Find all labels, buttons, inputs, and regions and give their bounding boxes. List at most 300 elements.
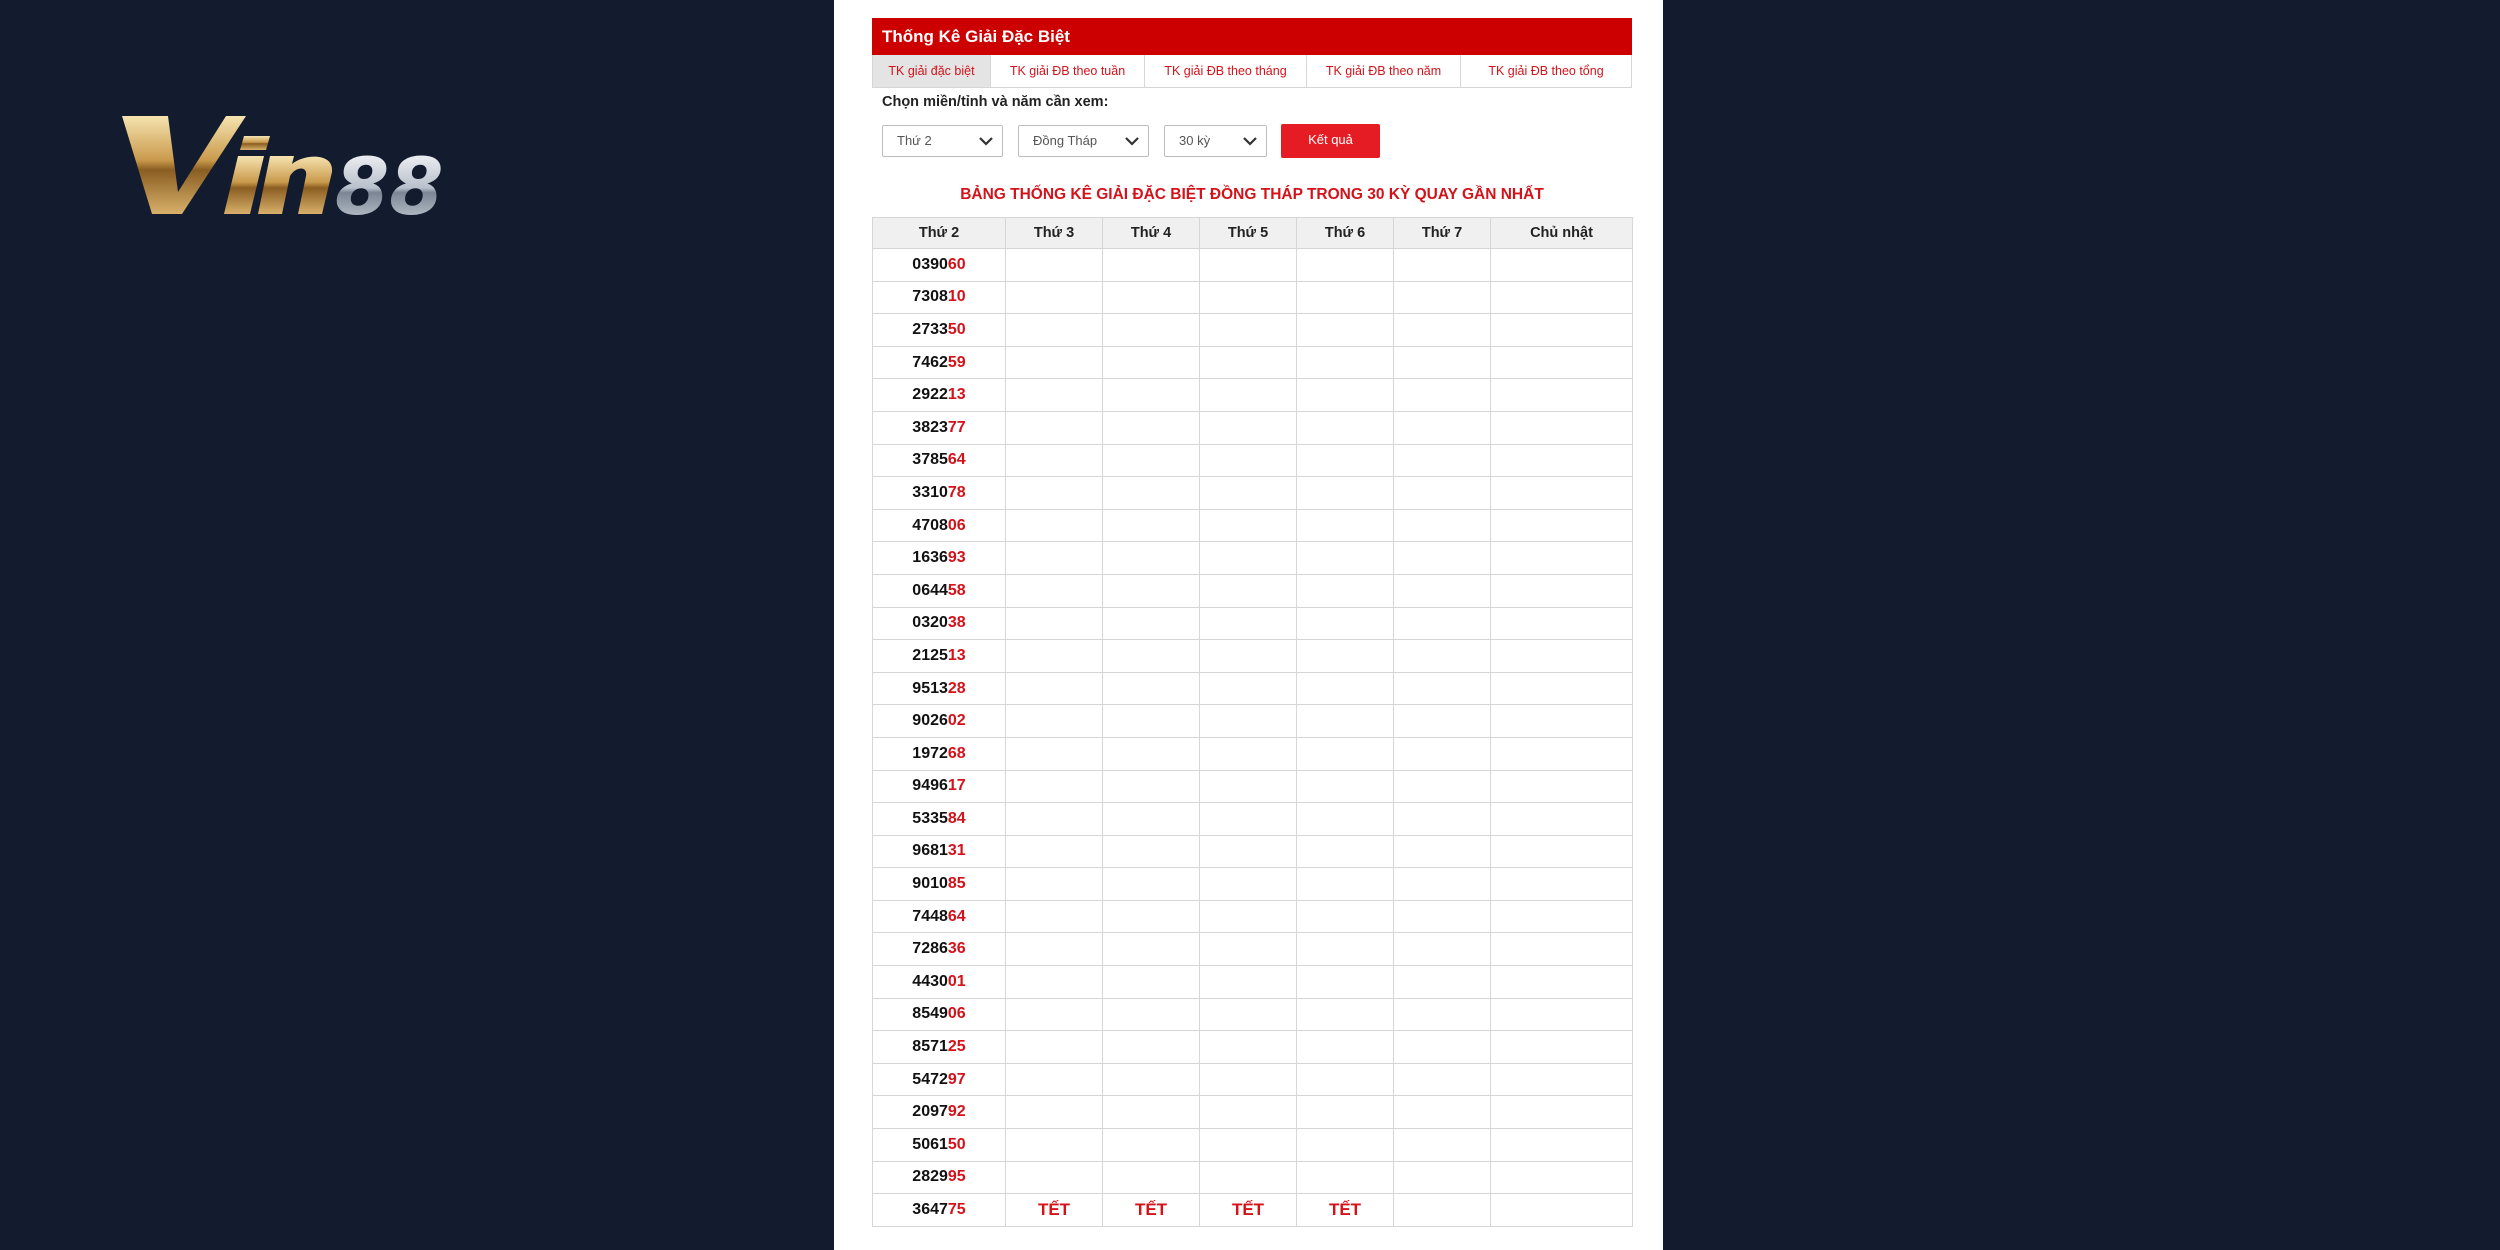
tab-by-month[interactable]: TK giải ĐB theo tháng xyxy=(1145,55,1307,87)
result-cell xyxy=(873,737,1006,770)
empty-cell xyxy=(1394,574,1491,607)
empty-cell xyxy=(1394,607,1491,640)
empty-cell xyxy=(1297,249,1394,282)
table-row xyxy=(873,477,1633,510)
result-cell xyxy=(873,672,1006,705)
empty-cell xyxy=(1394,933,1491,966)
empty-cell xyxy=(1103,1161,1200,1194)
empty-cell xyxy=(1491,1096,1633,1129)
empty-cell xyxy=(1491,770,1633,803)
result-cell xyxy=(873,346,1006,379)
result-head-digits: 5061 xyxy=(912,1135,948,1153)
table-row xyxy=(873,411,1633,444)
empty-cell xyxy=(1006,379,1103,412)
result-tail-digits: 17 xyxy=(947,777,966,795)
empty-cell xyxy=(1006,868,1103,901)
empty-cell xyxy=(1491,379,1633,412)
result-head-digits: 3823 xyxy=(912,418,948,436)
result-cell xyxy=(873,1031,1006,1064)
result-tail-digits: 95 xyxy=(947,1168,966,1186)
result-tail-digits: 02 xyxy=(947,712,966,730)
empty-cell xyxy=(1491,281,1633,314)
table-row xyxy=(873,444,1633,477)
empty-cell xyxy=(1297,574,1394,607)
empty-cell xyxy=(1297,346,1394,379)
empty-cell xyxy=(1006,444,1103,477)
table-row xyxy=(873,509,1633,542)
empty-cell xyxy=(1491,411,1633,444)
empty-cell xyxy=(1103,835,1200,868)
empty-cell xyxy=(1103,737,1200,770)
empty-cell xyxy=(1297,281,1394,314)
result-head-digits: 0644 xyxy=(912,581,948,599)
table-row xyxy=(873,1063,1633,1096)
chevron-down-icon xyxy=(1242,134,1258,148)
empty-cell xyxy=(1491,249,1633,282)
empty-cell xyxy=(1200,803,1297,836)
empty-cell xyxy=(1103,868,1200,901)
empty-cell xyxy=(1491,640,1633,673)
empty-cell xyxy=(1200,835,1297,868)
result-head-digits: 4430 xyxy=(912,972,948,990)
result-head-digits: 7286 xyxy=(912,940,948,958)
result-tail-digits: 59 xyxy=(947,353,966,371)
empty-cell xyxy=(1491,1031,1633,1064)
empty-cell xyxy=(1006,803,1103,836)
result-head-digits: 1636 xyxy=(912,549,948,567)
filter-label: Chọn miền/tỉnh và năm cần xem: xyxy=(882,94,1109,110)
empty-cell xyxy=(1394,1129,1491,1162)
result-head-digits: 8571 xyxy=(912,1038,948,1056)
result-cell xyxy=(873,640,1006,673)
result-cell xyxy=(873,314,1006,347)
table-row xyxy=(873,1031,1633,1064)
empty-cell xyxy=(1006,1129,1103,1162)
result-tail-digits: 84 xyxy=(947,809,966,827)
result-head-digits: 5335 xyxy=(912,809,948,827)
empty-cell xyxy=(1103,444,1200,477)
empty-cell xyxy=(1394,379,1491,412)
empty-cell xyxy=(1200,281,1297,314)
empty-cell xyxy=(1394,444,1491,477)
result-cell xyxy=(873,1096,1006,1129)
column-header-wed: Thứ 4 xyxy=(1103,218,1200,249)
empty-cell xyxy=(1394,346,1491,379)
empty-cell xyxy=(1394,249,1491,282)
result-tail-digits: 10 xyxy=(947,288,966,306)
empty-cell xyxy=(1200,444,1297,477)
empty-cell xyxy=(1394,1096,1491,1129)
empty-cell xyxy=(1491,509,1633,542)
table-row xyxy=(873,542,1633,575)
result-tail-digits: 01 xyxy=(947,972,966,990)
empty-cell xyxy=(1394,803,1491,836)
empty-cell xyxy=(1103,770,1200,803)
panel-header: Thống Kê Giải Đặc Biệt xyxy=(872,18,1632,55)
table-row xyxy=(873,868,1633,901)
empty-cell xyxy=(1103,640,1200,673)
empty-cell xyxy=(1491,998,1633,1031)
result-tail-digits: 28 xyxy=(947,679,966,697)
empty-cell xyxy=(1103,379,1200,412)
empty-cell xyxy=(1200,1031,1297,1064)
table-row xyxy=(873,249,1633,282)
empty-cell xyxy=(1103,933,1200,966)
empty-cell xyxy=(1006,314,1103,347)
table-row xyxy=(873,803,1633,836)
empty-cell xyxy=(1200,379,1297,412)
empty-cell xyxy=(1200,966,1297,999)
result-cell xyxy=(873,281,1006,314)
empty-cell xyxy=(1006,1096,1103,1129)
empty-cell xyxy=(1491,346,1633,379)
result-head-digits: 3647 xyxy=(912,1201,948,1219)
empty-cell xyxy=(1103,281,1200,314)
result-head-digits: 0320 xyxy=(912,614,948,632)
empty-cell xyxy=(1394,737,1491,770)
empty-cell xyxy=(1103,607,1200,640)
empty-cell xyxy=(1200,249,1297,282)
table-row xyxy=(873,1096,1633,1129)
empty-cell xyxy=(1103,509,1200,542)
empty-cell xyxy=(1103,1063,1200,1096)
empty-cell xyxy=(1297,509,1394,542)
period-select-value: 30 kỳ xyxy=(1179,133,1211,148)
empty-cell xyxy=(1006,705,1103,738)
result-head-digits: 7462 xyxy=(912,353,948,371)
column-header-fri: Thứ 6 xyxy=(1297,218,1394,249)
empty-cell xyxy=(1200,1129,1297,1162)
result-tail-digits: 38 xyxy=(947,614,966,632)
empty-cell xyxy=(1491,835,1633,868)
statistics-panel xyxy=(834,0,1663,1250)
tab-by-total[interactable]: TK giải ĐB theo tổng xyxy=(1488,64,1604,78)
table-row xyxy=(873,281,1633,314)
empty-cell xyxy=(1200,640,1297,673)
result-head-digits: 2922 xyxy=(912,386,948,404)
empty-cell xyxy=(1297,868,1394,901)
empty-cell xyxy=(1491,900,1633,933)
empty-cell xyxy=(1297,966,1394,999)
result-tail-digits: 36 xyxy=(947,940,966,958)
empty-cell xyxy=(1006,411,1103,444)
empty-cell xyxy=(1103,411,1200,444)
empty-cell xyxy=(1394,966,1491,999)
result-cell xyxy=(873,574,1006,607)
result-head-digits: 3785 xyxy=(912,451,948,469)
empty-cell xyxy=(1394,509,1491,542)
result-head-digits: 8549 xyxy=(912,1005,948,1023)
empty-cell xyxy=(1200,933,1297,966)
holiday-cell: TẾT xyxy=(1297,1194,1394,1227)
table-row xyxy=(873,770,1633,803)
holiday-cell: TẾT xyxy=(1103,1194,1200,1227)
result-tail-digits: 64 xyxy=(947,907,966,925)
result-tail-digits: 92 xyxy=(947,1103,966,1121)
result-head-digits: 2125 xyxy=(912,646,948,664)
column-header-sun: Chủ nhật xyxy=(1491,218,1633,249)
result-tail-digits: 64 xyxy=(947,451,966,469)
table-title: BẢNG THỐNG KÊ GIẢI ĐẶC BIỆT ĐỒNG THÁP TRONG 30 KỲ QUAY GẦN NHẤT xyxy=(960,186,1544,203)
empty-cell xyxy=(1297,803,1394,836)
empty-cell xyxy=(1394,314,1491,347)
empty-cell xyxy=(1297,1129,1394,1162)
result-tail-digits: 58 xyxy=(947,581,966,599)
empty-cell xyxy=(1006,1031,1103,1064)
table-row xyxy=(873,933,1633,966)
svg-text:88: 88 xyxy=(335,143,444,233)
empty-cell xyxy=(1297,705,1394,738)
empty-cell xyxy=(1394,477,1491,510)
result-tail-digits: 06 xyxy=(947,516,966,534)
empty-cell xyxy=(1491,314,1633,347)
table-row xyxy=(873,346,1633,379)
empty-cell xyxy=(1200,607,1297,640)
empty-cell xyxy=(1103,314,1200,347)
empty-cell xyxy=(1103,1031,1200,1064)
empty-cell xyxy=(1103,346,1200,379)
empty-cell xyxy=(1103,998,1200,1031)
empty-cell xyxy=(1200,705,1297,738)
empty-cell xyxy=(1103,705,1200,738)
result-head-digits: 2733 xyxy=(912,320,948,338)
empty-cell xyxy=(1006,672,1103,705)
empty-cell xyxy=(1394,868,1491,901)
result-cell xyxy=(873,411,1006,444)
province-select-value: Đồng Tháp xyxy=(1033,133,1098,148)
result-tail-digits: 50 xyxy=(947,1135,966,1153)
result-head-digits: 9681 xyxy=(912,842,948,860)
empty-cell xyxy=(1103,477,1200,510)
holiday-cell: TẾT xyxy=(1200,1194,1297,1227)
day-select[interactable] xyxy=(882,125,1003,157)
result-tail-digits: 31 xyxy=(947,842,966,860)
result-head-digits: 9496 xyxy=(912,777,948,795)
table-row xyxy=(873,672,1633,705)
empty-cell xyxy=(1297,770,1394,803)
result-tail-digits: 97 xyxy=(947,1070,966,1088)
empty-cell xyxy=(1297,379,1394,412)
empty-cell xyxy=(1297,411,1394,444)
table-row xyxy=(873,1194,1633,1227)
empty-cell xyxy=(1006,509,1103,542)
result-head-digits: 3310 xyxy=(912,483,948,501)
empty-cell xyxy=(1297,900,1394,933)
result-head-digits: 9010 xyxy=(912,875,948,893)
tab-bar xyxy=(872,55,1632,88)
table-header-row xyxy=(873,218,1633,249)
table-row xyxy=(873,379,1633,412)
result-cell xyxy=(873,1161,1006,1194)
empty-cell xyxy=(1006,607,1103,640)
empty-cell xyxy=(1297,1161,1394,1194)
holiday-cell xyxy=(1491,1194,1633,1227)
result-cell xyxy=(873,966,1006,999)
day-select-value: Thứ 2 xyxy=(897,133,932,148)
empty-cell xyxy=(1006,640,1103,673)
empty-cell xyxy=(1006,900,1103,933)
result-head-digits: 9026 xyxy=(912,712,948,730)
empty-cell xyxy=(1394,835,1491,868)
empty-cell xyxy=(1200,770,1297,803)
empty-cell xyxy=(1297,672,1394,705)
empty-cell xyxy=(1200,346,1297,379)
chevron-down-icon xyxy=(1124,134,1140,148)
result-cell xyxy=(873,835,1006,868)
empty-cell xyxy=(1103,574,1200,607)
empty-cell xyxy=(1491,933,1633,966)
result-cell xyxy=(873,509,1006,542)
result-button[interactable]: Kết quả xyxy=(1281,124,1380,158)
table-row xyxy=(873,966,1633,999)
empty-cell xyxy=(1006,966,1103,999)
empty-cell xyxy=(1103,900,1200,933)
empty-cell xyxy=(1200,900,1297,933)
result-cell xyxy=(873,444,1006,477)
empty-cell xyxy=(1394,705,1491,738)
empty-cell xyxy=(1297,737,1394,770)
empty-cell xyxy=(1200,542,1297,575)
empty-cell xyxy=(1297,542,1394,575)
empty-cell xyxy=(1006,281,1103,314)
empty-cell xyxy=(1103,1129,1200,1162)
column-header-mon: Thứ 2 xyxy=(873,218,1006,249)
result-tail-digits: 93 xyxy=(947,549,966,567)
table-row xyxy=(873,900,1633,933)
result-head-digits: 5472 xyxy=(912,1070,948,1088)
result-cell xyxy=(873,900,1006,933)
column-header-tue: Thứ 3 xyxy=(1006,218,1103,249)
table-row xyxy=(873,835,1633,868)
result-head-digits: 0390 xyxy=(912,255,948,273)
table-row xyxy=(873,607,1633,640)
empty-cell xyxy=(1491,737,1633,770)
tab-special-prize[interactable]: TK giải đặc biệt xyxy=(873,55,991,87)
empty-cell xyxy=(1006,574,1103,607)
result-tail-digits: 25 xyxy=(947,1038,966,1056)
empty-cell xyxy=(1491,607,1633,640)
empty-cell xyxy=(1006,933,1103,966)
empty-cell xyxy=(1394,640,1491,673)
table-row xyxy=(873,998,1633,1031)
holiday-cell xyxy=(1394,1194,1491,1227)
empty-cell xyxy=(1103,966,1200,999)
result-tail-digits: 77 xyxy=(947,418,966,436)
result-tail-digits: 78 xyxy=(947,483,966,501)
result-tail-digits: 06 xyxy=(947,1005,966,1023)
empty-cell xyxy=(1491,542,1633,575)
empty-cell xyxy=(1103,803,1200,836)
result-tail-digits: 13 xyxy=(947,386,966,404)
empty-cell xyxy=(1103,672,1200,705)
result-cell xyxy=(873,607,1006,640)
empty-cell xyxy=(1491,803,1633,836)
tab-by-week[interactable]: TK giải ĐB theo tuần xyxy=(991,55,1145,87)
filter-bar xyxy=(882,124,1632,158)
result-cell xyxy=(873,542,1006,575)
result-cell xyxy=(873,1063,1006,1096)
result-cell xyxy=(873,998,1006,1031)
result-tail-digits: 50 xyxy=(947,320,966,338)
result-cell xyxy=(873,933,1006,966)
column-header-sat: Thứ 7 xyxy=(1394,218,1491,249)
empty-cell xyxy=(1491,966,1633,999)
result-cell xyxy=(873,379,1006,412)
table-row xyxy=(873,1161,1633,1194)
result-cell xyxy=(873,1129,1006,1162)
empty-cell xyxy=(1200,509,1297,542)
empty-cell xyxy=(1394,672,1491,705)
empty-cell xyxy=(1394,411,1491,444)
empty-cell xyxy=(1200,998,1297,1031)
table-row xyxy=(873,737,1633,770)
empty-cell xyxy=(1394,281,1491,314)
result-head-digits: 7448 xyxy=(912,907,948,925)
result-cell xyxy=(873,477,1006,510)
holiday-cell: TẾT xyxy=(1006,1194,1103,1227)
empty-cell xyxy=(1394,1161,1491,1194)
empty-cell xyxy=(1491,705,1633,738)
empty-cell xyxy=(1006,835,1103,868)
table-row xyxy=(873,1129,1633,1162)
province-select[interactable] xyxy=(1018,125,1149,157)
empty-cell xyxy=(1394,900,1491,933)
empty-cell xyxy=(1006,1063,1103,1096)
empty-cell xyxy=(1103,1096,1200,1129)
empty-cell xyxy=(1006,542,1103,575)
empty-cell xyxy=(1200,672,1297,705)
empty-cell xyxy=(1200,1063,1297,1096)
empty-cell xyxy=(1200,477,1297,510)
empty-cell xyxy=(1200,868,1297,901)
empty-cell xyxy=(1491,444,1633,477)
empty-cell xyxy=(1297,835,1394,868)
empty-cell xyxy=(1006,346,1103,379)
result-head-digits: 4708 xyxy=(912,516,948,534)
result-cell xyxy=(873,770,1006,803)
empty-cell xyxy=(1200,1096,1297,1129)
empty-cell xyxy=(1006,1161,1103,1194)
empty-cell xyxy=(1297,444,1394,477)
empty-cell xyxy=(1491,868,1633,901)
result-head-digits: 2829 xyxy=(912,1168,948,1186)
empty-cell xyxy=(1491,672,1633,705)
empty-cell xyxy=(1394,542,1491,575)
empty-cell xyxy=(1491,1161,1633,1194)
result-head-digits: 9513 xyxy=(912,679,948,697)
empty-cell xyxy=(1006,737,1103,770)
tab-by-year[interactable]: TK giải ĐB theo năm xyxy=(1307,55,1461,87)
result-cell xyxy=(873,705,1006,738)
statistics-table xyxy=(872,217,1633,1227)
result-tail-digits: 60 xyxy=(947,255,966,273)
period-select[interactable] xyxy=(1164,125,1267,157)
empty-cell xyxy=(1297,607,1394,640)
empty-cell xyxy=(1297,998,1394,1031)
table-row xyxy=(873,705,1633,738)
table-row xyxy=(873,314,1633,347)
empty-cell xyxy=(1394,1063,1491,1096)
empty-cell xyxy=(1491,574,1633,607)
column-header-thu: Thứ 5 xyxy=(1200,218,1297,249)
result-tail-digits: 85 xyxy=(947,875,966,893)
chevron-down-icon xyxy=(978,134,994,148)
empty-cell xyxy=(1200,1161,1297,1194)
empty-cell xyxy=(1297,314,1394,347)
result-cell xyxy=(873,249,1006,282)
empty-cell xyxy=(1394,998,1491,1031)
empty-cell xyxy=(1297,1031,1394,1064)
